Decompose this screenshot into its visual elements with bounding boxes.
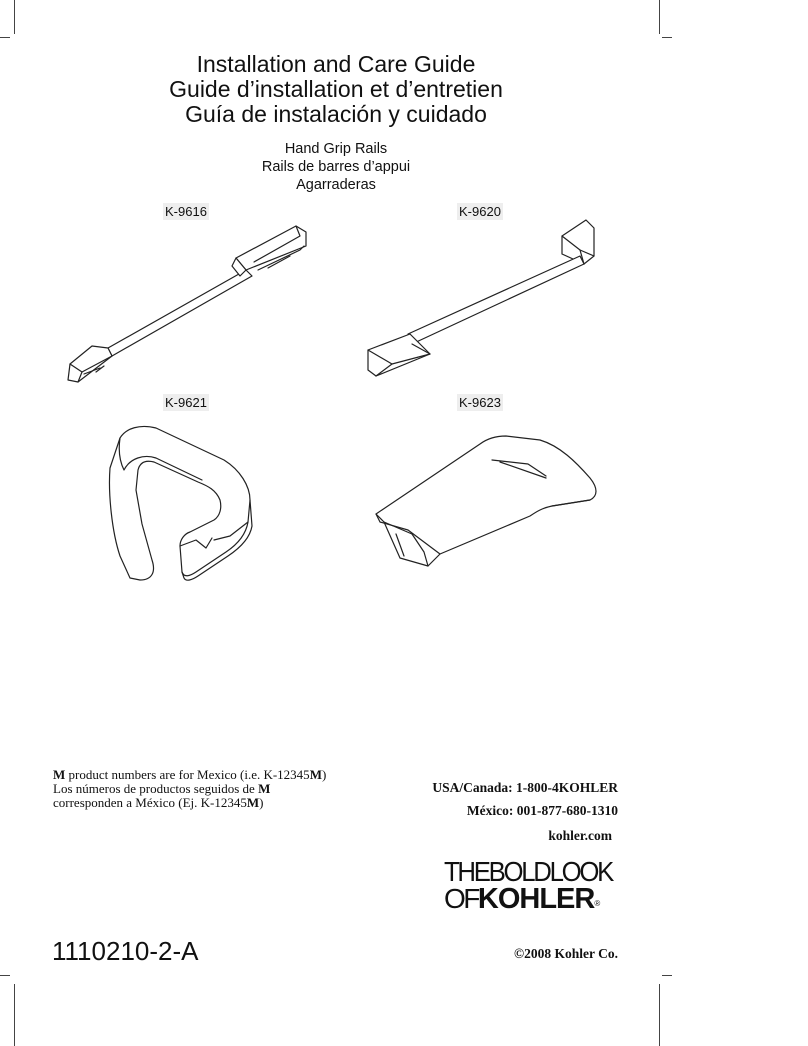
- illustration-k9616-rail: [68, 226, 306, 382]
- mexico-note-bold-m-2: M: [258, 781, 271, 796]
- illustration-k9620-rail: [368, 220, 594, 376]
- contact-website[interactable]: kohler.com: [548, 828, 612, 843]
- subtitle-spanish: Agarraderas: [296, 177, 376, 193]
- model-label-k9616: K-9616: [165, 204, 207, 219]
- title-french: Guide d’installation et d’entretien: [169, 76, 503, 102]
- mexico-note-line-3: [53, 796, 383, 810]
- title-spanish: Guía de instalación y cuidado: [185, 101, 487, 127]
- kohler-logo: [444, 858, 624, 918]
- contact-usa-canada: USA/Canada: 1-800-4KOHLER: [432, 780, 618, 795]
- logo-registered-mark: ®: [594, 899, 601, 908]
- logo-of: OF: [444, 883, 478, 914]
- title-english: Installation and Care Guide: [196, 51, 476, 77]
- illustration-k9623-handle: [376, 436, 596, 566]
- mexico-note-end-1: ): [321, 767, 327, 782]
- logo-tagline: THEBOLDLOOK: [444, 856, 612, 887]
- mexico-product-note: [53, 768, 383, 810]
- mexico-note-end-3: ): [259, 795, 264, 810]
- document-number: 1110210-2-A: [52, 936, 199, 966]
- mexico-note-line-1: [53, 768, 383, 782]
- mexico-note-text-3: corresponden a México (Ej. K-12345: [53, 795, 247, 810]
- subtitle-english: Hand Grip Rails: [284, 141, 388, 157]
- mexico-note-text-1: product numbers are for Mexico (i.e. K-12345: [65, 767, 310, 782]
- logo-kohler-wordmark: KOHLER: [477, 883, 595, 915]
- mexico-note-bold-m: M: [53, 767, 66, 782]
- subtitle-french: Rails de barres d’appui: [261, 159, 411, 175]
- mexico-note-text-2: Los números de productos seguidos de: [53, 781, 259, 796]
- mexico-note-bold-m-3: M: [246, 795, 260, 810]
- mexico-note-bold-m-suffix: M: [309, 767, 322, 782]
- mexico-note-line-2: [53, 782, 383, 796]
- logo-brand-line: [444, 884, 600, 919]
- contact-mexico: México: 001-877-680-1310: [466, 803, 618, 818]
- model-label-k9623: K-9623: [459, 395, 501, 410]
- illustration-k9621-grip: [109, 426, 252, 580]
- model-label-k9621: K-9621: [165, 395, 207, 410]
- model-label-k9620: K-9620: [459, 204, 501, 219]
- copyright-notice: ©2008 Kohler Co.: [514, 946, 618, 961]
